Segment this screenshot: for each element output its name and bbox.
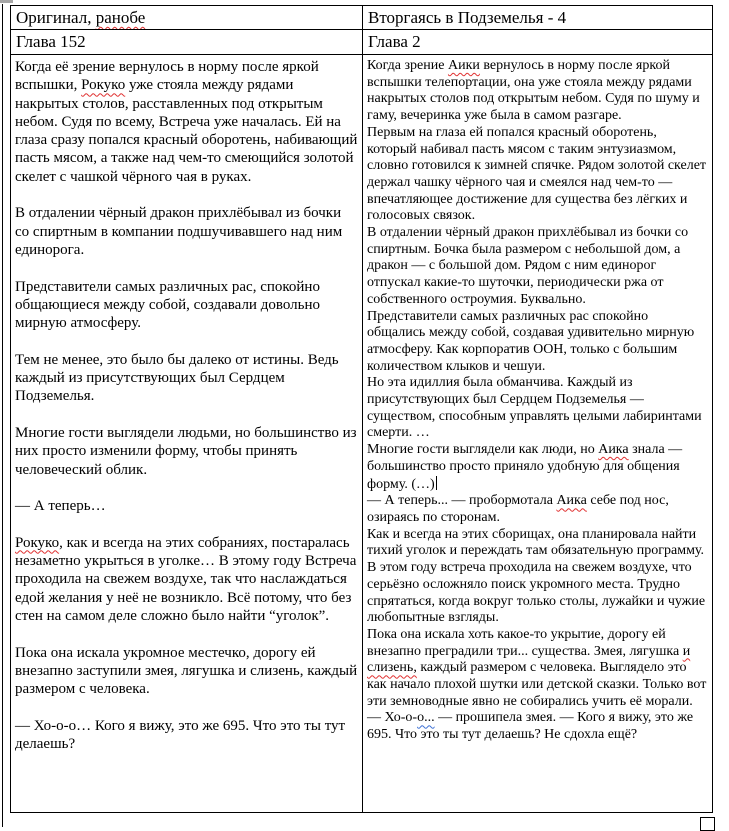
paragraph xyxy=(15,351,358,406)
paragraph xyxy=(367,225,708,309)
text-run: Оригинал, xyxy=(16,8,96,27)
text-run: — А теперь… xyxy=(15,498,106,515)
text-cursor xyxy=(436,476,437,490)
text-run: каждый размером с человека. Выглядело это как начало плохой шутки или детской сказки. Только вот эти земноводные явно не собирались учить её морали. xyxy=(367,660,707,709)
spellcheck-flagged-word: и слизень, xyxy=(367,643,691,676)
paragraph xyxy=(15,58,358,186)
paragraph xyxy=(15,534,358,625)
header-cell-translation[interactable] xyxy=(363,6,712,29)
spellcheck-flagged-word: Рокуко xyxy=(15,534,60,551)
body-cell-original[interactable] xyxy=(11,55,363,812)
paragraph xyxy=(15,717,358,754)
text-run: Пока она искала хоть какое-то укрытие, дорогу ей внезапно преградили три... существа. Змея, лягушка xyxy=(367,626,683,659)
body-row xyxy=(11,55,712,812)
spellcheck-flagged-word: Аики xyxy=(447,58,480,73)
header-cell-original[interactable] xyxy=(11,6,363,29)
text-run: — А теперь... — пробормотала xyxy=(367,493,557,509)
paragraph xyxy=(367,527,708,627)
text-run: Но эта идиллия была обманчива. Каждый из присутствующих был Сердцем Подземелья — существом, способным управлять целыми лабиринтами смерти. … xyxy=(367,375,702,441)
text-run: , как и всегда на этих собраниях, постаралась незаметно укрыться в уголке… В этому году Встреча проходила на свежем воздухе, так что наслаждаться едой желания у неё не возникло. Всё потому, что без стен на самом деле сложно было найти “уголок”. xyxy=(15,534,357,624)
spellcheck-flagged-word: Аика xyxy=(556,493,587,509)
window-edge-fragment xyxy=(0,0,13,3)
chapter-original-label: Глава 152 xyxy=(16,32,86,51)
text-run: Тем не менее, это было бы далеко от истины. Ведь каждый из присутствующих был Сердцем Подземелья. xyxy=(15,351,339,405)
text-run: себе под нос, озираясь по сторонам. xyxy=(367,493,669,525)
text-run: В отдалении чёрный дракон прихлёбывал из бочки со спиртным в компании подшучивавшего над ним единорога. xyxy=(15,205,343,258)
text-run: уже стояла между рядами накрытых столов, расставленных под открытым небом. Судя по всему, Встреча уже началась. Ей на глаза сразу попался красный оборотень, набивающий пасть мясом, а также над чем-то смеющийся золотой скелет с чашкой чёрного чая в руках. xyxy=(15,77,358,185)
text-run: Представители самых различных рас спокойно общались между собой, создавая удивительно мирную атмосферу. Как корпоратив ООН, только с большим количеством клыков и чешуи. xyxy=(367,308,695,374)
chapter-row xyxy=(11,30,712,55)
text-run: Когда зрение xyxy=(367,58,448,73)
paragraph xyxy=(367,58,708,125)
spellcheck-flagged-word: ранобе xyxy=(95,8,146,27)
text-run: — Хо-о- xyxy=(367,710,418,726)
page-margin-guide xyxy=(2,4,3,827)
text-run: знала — большинство просто приняло удобную для общения форму. (…) xyxy=(367,442,683,492)
text-run: Представители самых различных рас, спокойно общающиеся между собой, создавали довольно мирную атмосферу. xyxy=(15,278,320,332)
grammar-flagged-word: о... xyxy=(417,710,435,726)
paragraph xyxy=(15,424,358,479)
spellcheck-flagged-word: Аика xyxy=(598,442,629,458)
text-run: — Хо-о-о… Кого я вижу, это же 695. Что это ты тут делаешь? xyxy=(15,717,346,752)
header-translation-title: Вторгаясь в Подземелья - 4 xyxy=(368,8,567,27)
paragraph xyxy=(367,442,708,493)
paragraph xyxy=(367,125,708,225)
paragraph xyxy=(367,493,708,526)
table-header-row xyxy=(11,6,712,30)
paragraph xyxy=(367,375,708,442)
paragraph xyxy=(15,497,358,515)
table-resize-handle[interactable] xyxy=(700,817,715,831)
text-run: — прошипела змея. — Кого я вижу, это же 695. Что это ты тут делаешь? Не сдохла ещё? xyxy=(367,710,694,743)
text-run: Пока она искала укромное местечко, дорогу ей внезапно заступили змея, лягушка и слизень, каждый размером с человека. xyxy=(15,644,358,698)
text-run: Когда её зрение вернулось в норму после яркой вспышки, xyxy=(15,59,319,94)
chapter-translation-label: Глава 2 xyxy=(368,32,421,51)
text-run: В отдалении чёрный дракон прихлёбывал из бочки со спиртным. Бочка была размером с небольшой дом, а дракон — с большой дом. Рядом с ним единорог отпускал какие-то шуточки, периодически ржа от собственного остроумия. Буквально. xyxy=(367,225,689,307)
text-run: Многие гости выглядели как люди, но xyxy=(367,442,599,458)
comparison-table xyxy=(10,5,713,813)
paragraph xyxy=(15,278,358,333)
paragraph xyxy=(367,309,708,376)
paragraph xyxy=(367,627,708,711)
paragraph xyxy=(15,644,358,699)
text-run: вернулось в норму после яркой вспышки телепортации, она уже стояла между рядами накрытых столов под открытым небом. Судя по шуму и гаму, вечеринка уже была в самом разгаре. xyxy=(367,58,700,124)
chapter-cell-translation[interactable] xyxy=(363,30,712,54)
paragraph xyxy=(15,204,358,259)
chapter-cell-original[interactable] xyxy=(11,30,363,54)
paragraph xyxy=(367,710,708,743)
text-run: Многие гости выглядели людьми, но большинство из них просто изменили форму, чтобы принять человеческий облик. xyxy=(15,424,357,478)
spellcheck-flagged-word: Рокуко xyxy=(81,77,126,94)
body-cell-translation[interactable] xyxy=(363,55,712,812)
text-run: Первым на глаза ей попался красный оборотень, который набивал пасть мясом с таким энтузиазмом, словно готовился к зимней спячке. Рядом золотой скелет держал чашку чёрного чая и смеялся над чем-то — впечатляющее достижение для существа без лёгких и голосовых связок. xyxy=(367,124,707,224)
text-run: Как и всегда на этих сборищах, она планировала найти тихий уголок и переждать там обязательную программу. В этом году встреча проходила на свежем воздухе, что серьёзно осложняло поиск укромного места. Трудно спрятаться, когда вокруг только столы, лужайки и чужие любопытные взгляды. xyxy=(367,526,706,626)
